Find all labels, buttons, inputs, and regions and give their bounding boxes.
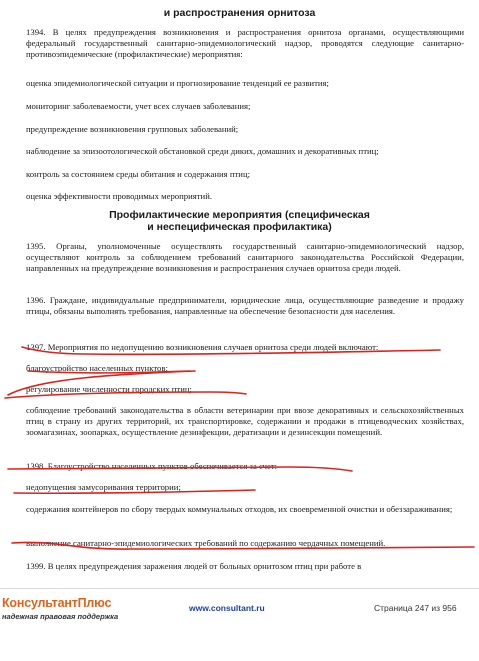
- list-item: недопущения замусоривания территории;: [26, 482, 181, 492]
- consultant-logo: КонсультантПлюс: [2, 596, 112, 610]
- section-title-line2: и неспецифическая профилактика): [147, 221, 332, 233]
- paragraph-1398: 1398. Благоустройство населенных пунктов обеспечивается за счет:: [26, 461, 278, 471]
- list-item: оценка эффективности проводимых мероприятий.: [26, 191, 213, 201]
- list-item: выполнение санитарно-эпидемиологических требований по содержанию чердачных помещений.: [26, 538, 386, 548]
- page-counter: Страница 247 из 956: [374, 603, 457, 613]
- list-item: благоустройство населенных пунктов;: [26, 363, 168, 373]
- paragraph-1399: 1399. В целях предупреждения заражения людей от больных орнитозом птиц при работе в: [26, 561, 362, 571]
- paragraph-1398-containers: содержания контейнеров по сбору твердых коммунальных отходов, их своевременной очистки и обеззараживания;: [26, 504, 453, 514]
- section-title-line1: Профилактические мероприятия (специфическая: [109, 209, 370, 221]
- list-item: предупреждение возникновения групповых заболеваний;: [26, 124, 239, 134]
- paragraph-1397-continued: соблюдение требований законодательства в области ветеринарии при ввозе декоративных и сельскохозяйственных птиц в страну из других территорий, их транспортировке, содержании и продажи в птицеводческих хозяйствах, зоомагазинах, зоопарках, осуществление дезинфекции, дератизации и дезинсекции помещений.: [26, 405, 464, 438]
- paragraph-1395: 1395. Органы, уполномоченные осуществлять государственный санитарно-эпидемиологический надзор, осуществляют контроль за соблюдением требований санитарного законодательства Российской Федерации, направленных на предупреждение возникновения и распространения случаев орнитоза среди людей.: [26, 241, 464, 274]
- list-item: регулирование численности городских птиц;: [26, 384, 192, 394]
- footer-url-link[interactable]: www.consultant.ru: [189, 603, 265, 613]
- list-item: мониторинг заболеваемости, учет всех случаев заболевания;: [26, 101, 251, 111]
- section-heading-top: и распространения орнитоза: [163, 7, 316, 19]
- paragraph-1396: 1396. Граждане, индивидуальные предприниматели, юридические лица, осуществляющие разведение и продажу птицы, обязаны выполнять требования, направленные на обеспечение безопасности для населения.: [26, 295, 464, 317]
- paragraph-1397: 1397. Мероприятия по недопущению возникновения случаев орнитоза среди людей включают:: [26, 342, 379, 352]
- paragraph-1394: 1394. В целях предупреждения возникновения и распространения орнитоза органами, осуществляющими федеральный государственный санитарно-эпидемиологический надзор, проводятся следующие санитарно-противоэпидемические (профилактические) мероприятия:: [26, 27, 464, 60]
- footer-divider: [0, 588, 479, 589]
- list-item: контроль за состоянием среды обитания и содержания птиц;: [26, 169, 251, 179]
- list-item: наблюдение за эпизоотологической обстановкой среди диких, домашних и декоративных птиц;: [26, 146, 379, 156]
- list-item: оценка эпидемиологической ситуации и прогнозирование тенденций ее развития;: [26, 78, 329, 88]
- logo-tagline: надежная правовая поддержка: [2, 612, 119, 621]
